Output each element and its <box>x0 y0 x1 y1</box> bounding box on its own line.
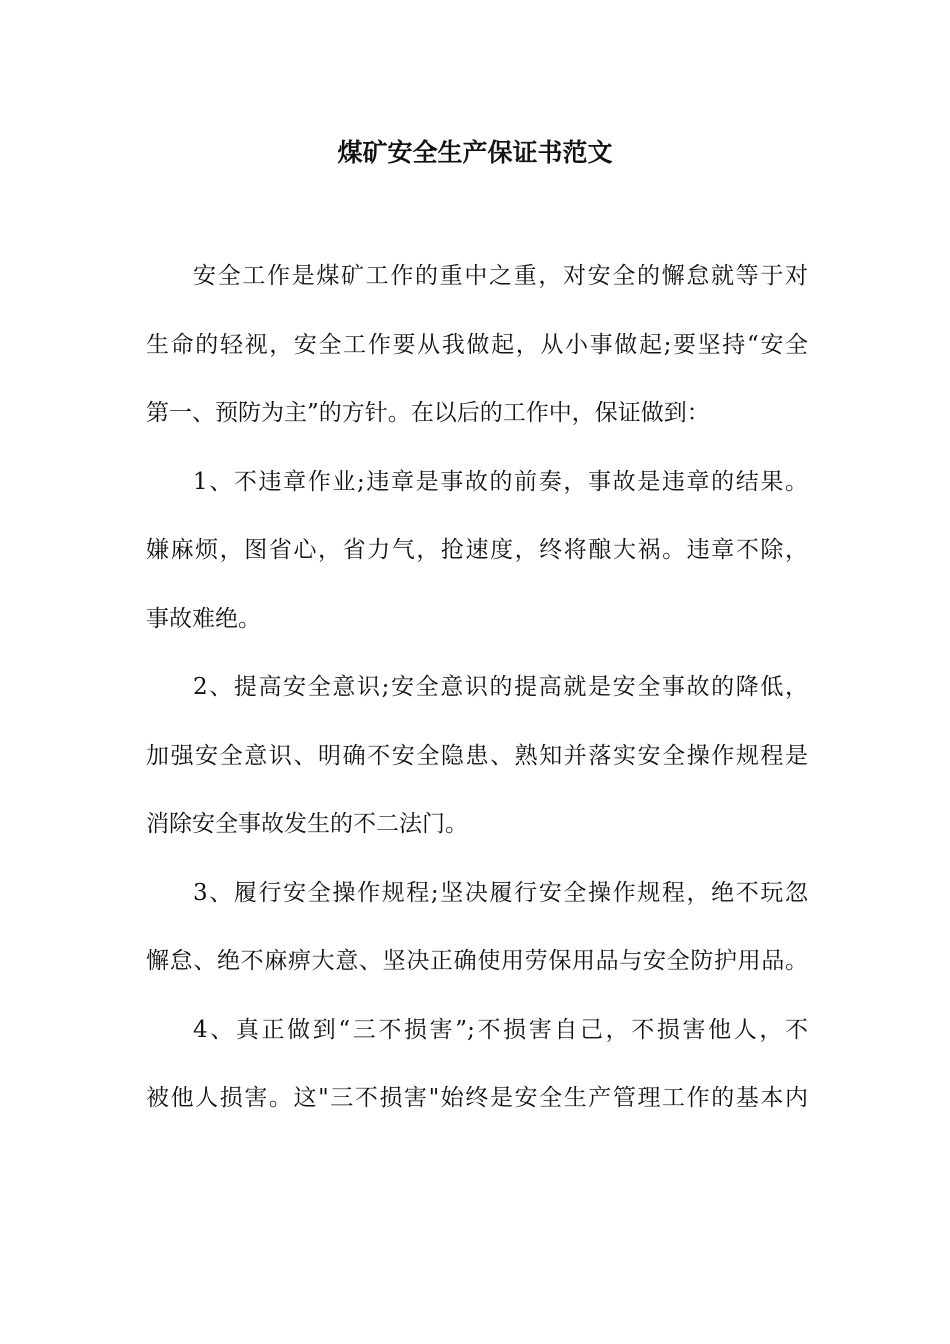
item-3-line-1: 3、履行安全操作规程;坚决履行安全操作规程，绝不玩忽 <box>193 879 808 906</box>
paragraph-1-line-2: 生命的轻视，安全工作要从我做起，从小事做起;要坚持“安全 <box>146 331 808 358</box>
item-4-line-1: 4、真正做到“三不损害”;不损害自己，不损害他人，不 <box>193 1016 808 1043</box>
item-4-line-2: 被他人损害。这"三不损害"始终是安全生产管理工作的基本内 <box>146 1085 808 1111</box>
item-2-line-3: 消除安全事故发生的不二法门。 <box>146 811 468 837</box>
item-2-line-2: 加强安全意识、明确不安全隐患、熟知并落实安全操作规程是 <box>146 742 808 769</box>
item-1-line-1: 1、不违章作业;违章是事故的前奏，事故是违章的结果。 <box>193 468 808 495</box>
item-1-line-3: 事故难绝。 <box>146 605 261 632</box>
item-2-line-1: 2、提高安全意识;安全意识的提高就是安全事故的降低， <box>193 674 808 700</box>
paragraph-1-line-3: 第一、预防为主”的方针。在以后的工作中，保证做到： <box>146 400 710 426</box>
item-1-line-2: 嫌麻烦，图省心，省力气，抢速度，终将酿大祸。违章不除， <box>146 537 808 563</box>
document-title: 煤矿安全生产保证书范文 <box>337 138 613 167</box>
document-body <box>146 252 808 1143</box>
item-3-line-2: 懈怠、绝不麻痹大意、坚决正确使用劳保用品与安全防护用品。 <box>146 948 808 974</box>
paragraph-1-line-1: 安全工作是煤矿工作的重中之重，对安全的懈怠就等于对 <box>193 263 808 289</box>
